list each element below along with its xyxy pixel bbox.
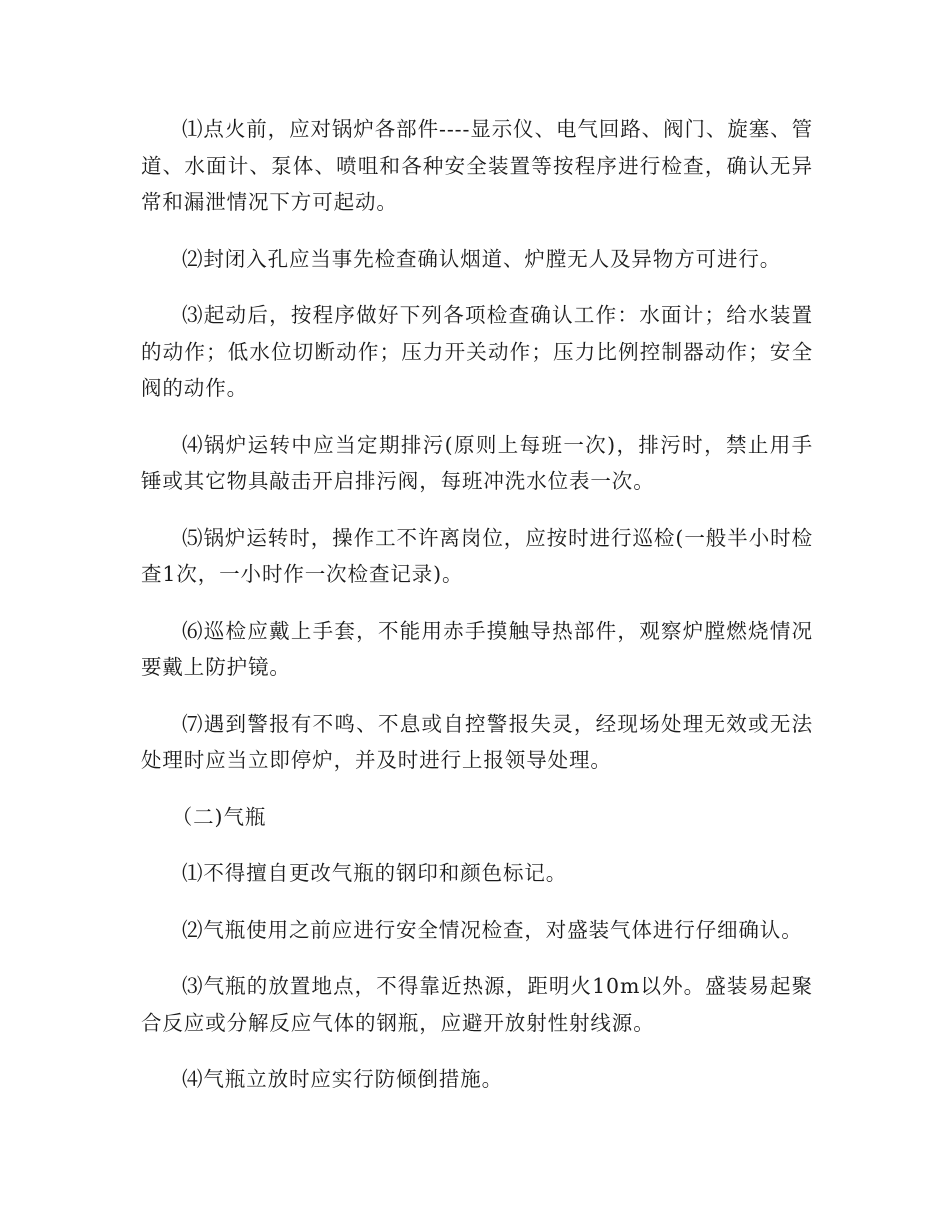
paragraph-boiler-6: ⑹巡检应戴上手套，不能用赤手摸触导热部件，观察炉膛燃烧情况要戴上防护镜。 bbox=[141, 618, 813, 679]
paragraph-cylinder-1: ⑴不得擅自更改气瓶的钢印和颜色标记。 bbox=[182, 861, 568, 885]
paragraph-boiler-1: ⑴点火前，应对锅炉各部件----显示仪、电气回路、阀门、旋塞、管道、水面计、泵体、喷咀和各种安全装置等按程序进行检查，确认无异常和漏泄情况下方可起动。 bbox=[141, 117, 813, 214]
paragraph-cylinder-2: ⑵气瓶使用之前应进行安全情况检查，对盛装气体进行仔细确认。 bbox=[182, 917, 803, 942]
document-body bbox=[141, 111, 813, 1118]
paragraph-boiler-7: ⑺遇到警报有不鸣、不息或自控警报失灵，经现场处理无效或无法处理时应当立即停炉，并及时进行上报领导处理。 bbox=[141, 711, 813, 772]
paragraph-cylinder-4: ⑷气瓶立放时应实行防倾倒措施。 bbox=[182, 1067, 503, 1091]
paragraph-boiler-5: ⑸锅炉运转时，操作工不许离岗位，应按时进行巡检(一般半小时检查1次，一小时作一次检查记录)。 bbox=[141, 525, 813, 586]
paragraph-boiler-4: ⑷锅炉运转中应当定期排污(原则上每班一次)，排污时，禁止用手锤或其它物具敲击开启排污阀，每班冲洗水位表一次。 bbox=[141, 432, 813, 493]
paragraph-boiler-2: ⑵封闭入孔应当事先检查确认烟道、炉膛无人及异物方可进行。 bbox=[182, 246, 782, 271]
section-heading-gas-cylinder: （二)气瓶 bbox=[171, 804, 267, 829]
paragraph-cylinder-3: ⑶气瓶的放置地点，不得靠近热源，距明火10m以外。盛装易起聚合反应或分解反应气体的钢瓶，应避开放射性射线源。 bbox=[141, 974, 813, 1035]
paragraph-boiler-3: ⑶起动后，按程序做好下列各项检查确认工作：水面计；给水装置的动作；低水位切断动作；压力开关动作；压力比例控制器动作；安全阀的动作。 bbox=[141, 303, 813, 400]
